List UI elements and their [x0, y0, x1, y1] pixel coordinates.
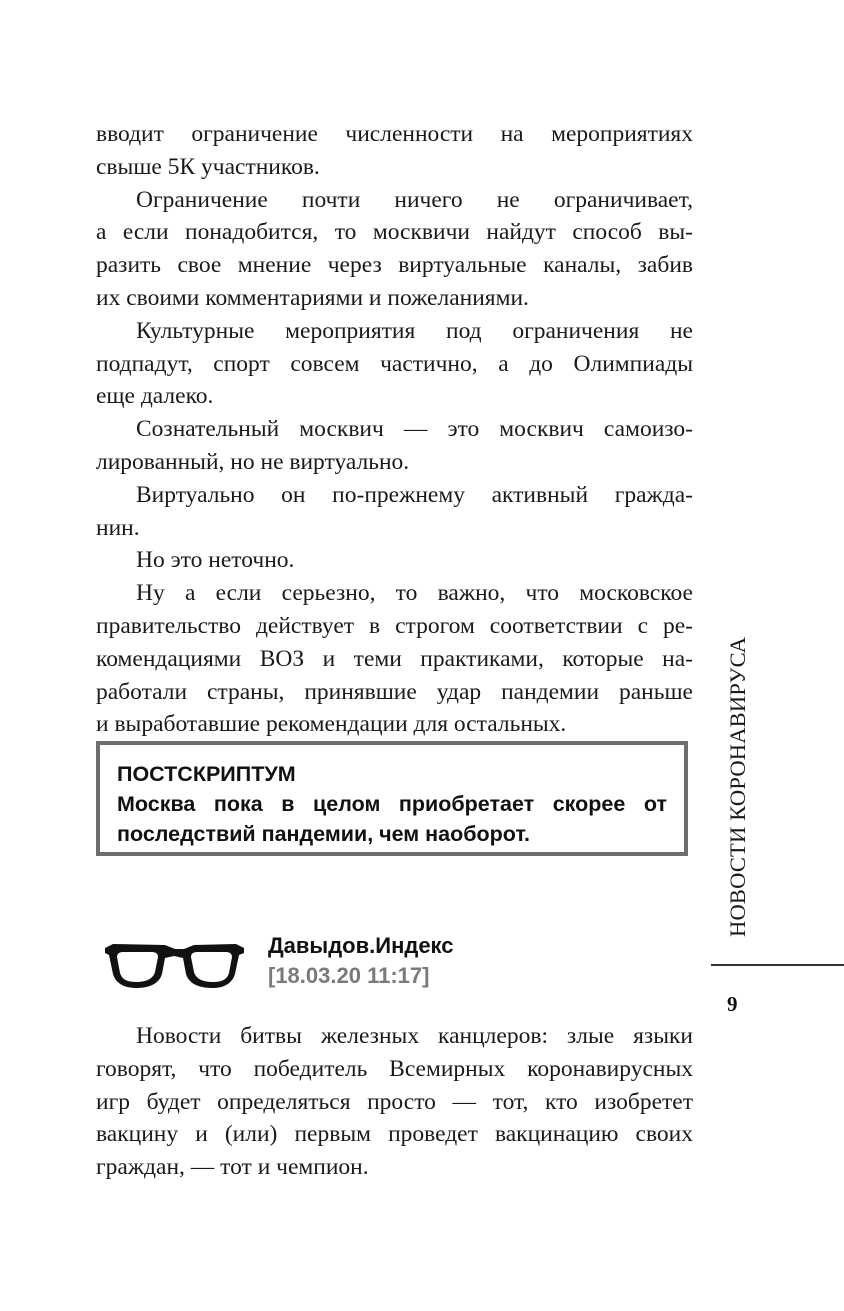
- text-line: говорят, что победитель Всемирных коронавирусных: [96, 1055, 693, 1082]
- text-line: работали страны, принявшие удар пандемии раньше: [96, 678, 693, 705]
- glasses-icon: [103, 940, 246, 990]
- text-line: Но это неточно.: [136, 547, 295, 574]
- text-line: Культурные мероприятия под ограничения не: [136, 317, 693, 344]
- text-line: еще далеко.: [96, 383, 214, 410]
- text-line: а если понадобится, то москвичи найдут способ вы-: [96, 219, 693, 246]
- postscript-text-line: Москва пока в целом приобретает скорее от: [117, 792, 667, 816]
- text-line: Виртуально он по-прежнему активный гражда-: [136, 481, 693, 508]
- post-timestamp: [18.03.20 11:17]: [268, 963, 430, 988]
- text-line: граждан, — тот и чемпион.: [96, 1154, 369, 1181]
- text-line: комендациями ВОЗ и теми практиками, которые на-: [96, 645, 693, 672]
- text-line: Ограничение почти ничего не ограничивает,: [136, 186, 693, 213]
- author-name: Давыдов.Индекс: [268, 933, 454, 958]
- article-text-top: [96, 118, 693, 741]
- article-text-bottom: [96, 1020, 693, 1184]
- text-line: свыше 5К участников.: [96, 153, 320, 180]
- postscript-text-line: последствий пандемии, чем наоборот.: [117, 822, 531, 846]
- text-line: вакцину и (или) первым проведет вакцинацию своих: [96, 1121, 693, 1148]
- postscript-box: [96, 741, 688, 856]
- postscript-heading: ПОСТСКРИПТУМ: [117, 762, 296, 786]
- page-number: 9: [727, 992, 738, 1016]
- text-line: подпадут, спорт совсем частично, а до Олимпиады: [96, 350, 693, 377]
- text-line: правительство действует в строгом соответствии с ре-: [96, 612, 693, 639]
- text-line: разить свое мнение через виртуальные каналы, забив: [96, 252, 693, 279]
- text-line: Новости битвы железных канцлеров: злые языки: [136, 1023, 693, 1049]
- section-title-vertical: НОВОСТИ КОРОНАВИРУСА: [725, 636, 750, 937]
- text-line: лированный, но не виртуально.: [96, 448, 410, 475]
- text-line: вводит ограничение численности на мероприятиях: [96, 121, 693, 147]
- text-line: Сознательный москвич — это москвич самоизо-: [136, 416, 693, 443]
- text-line: их своими комментариями и пожеланиями.: [96, 284, 529, 311]
- text-line: нин.: [96, 514, 140, 541]
- text-line: Ну а если серьезно, то важно, что московское: [136, 580, 693, 607]
- sidebar-divider: [711, 964, 844, 966]
- text-line: игр будет определяться просто — тот, кто изобретет: [96, 1088, 693, 1115]
- text-line: и выработавшие рекомендации для остальных.: [96, 711, 567, 738]
